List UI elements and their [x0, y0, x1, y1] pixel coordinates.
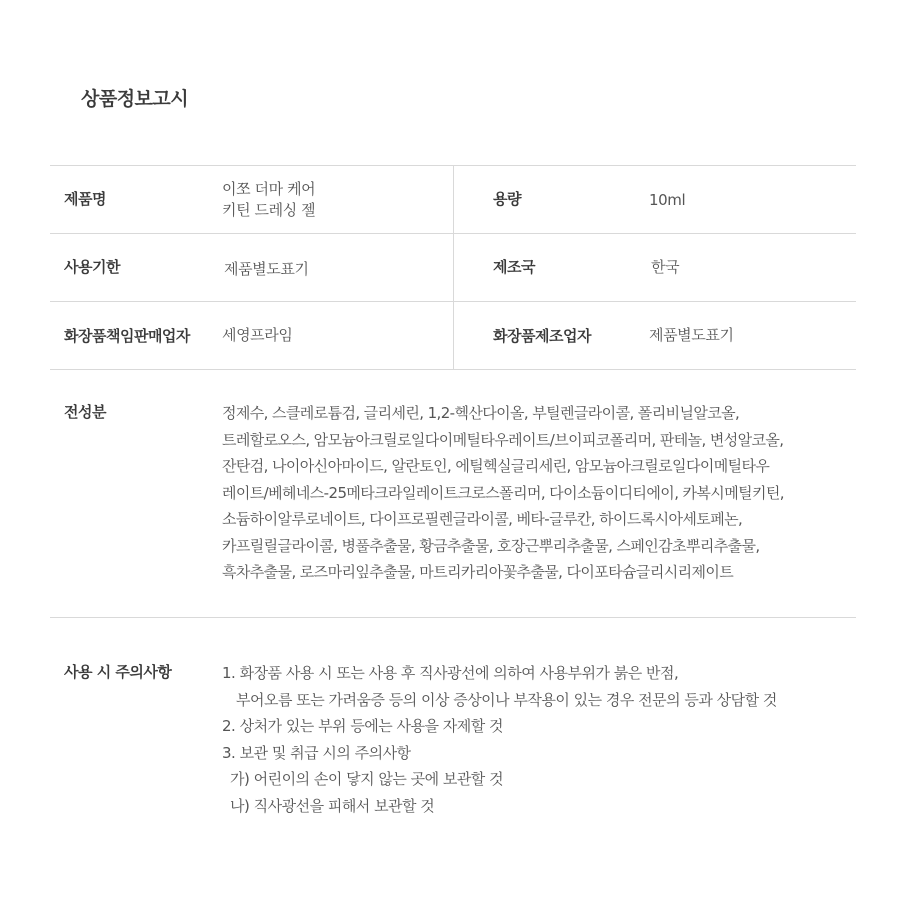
product-name-line-1: 이쪼 더마 케어 — [222, 180, 316, 198]
ingredients-label: 전성분 — [64, 403, 106, 421]
caution-item: 1. 화장품 사용 시 또는 사용 후 직사광선에 의하여 사용부위가 붉은 반점, — [222, 664, 679, 682]
expiry-value: 제품별도표기 — [224, 260, 309, 278]
caution-subitem: 나) 직사광선을 피해서 보관할 것 — [230, 796, 435, 815]
ingredients-list — [222, 400, 784, 586]
cautions-list — [222, 660, 777, 819]
ingredients-line: 카프릴릴글라이콜, 병풀추출물, 황금추출물, 호장근뿌리추출물, 스페인감초뿌리추출물, — [222, 536, 760, 555]
cautions-label: 사용 시 주의사항 — [64, 663, 172, 681]
distributor-label: 화장품책임판매업자 — [64, 327, 190, 345]
distributor-value: 세영프라임 — [222, 326, 293, 344]
product-name-line-2: 키틴 드레싱 젤 — [222, 201, 316, 219]
ingredients-line: 잔탄검, 나이아신아마이드, 알란토인, 에틸헥실글리세린, 암모늄아크릴로일다이메틸타우 — [222, 457, 770, 475]
manufacturer-value: 제품별도표기 — [649, 326, 734, 344]
ingredients-line: 트레할로오스, 암모늄아크릴로일다이메틸타우레이트/브이피코폴리머, 판테놀, 변성알코올, — [222, 430, 784, 449]
page-title: 상품정보고시 — [81, 88, 189, 110]
country-value: 한국 — [651, 258, 680, 276]
product-name-value — [222, 179, 315, 221]
ingredients-line: 정제수, 스클레로튬검, 글리세린, 1,2-헥산다이올, 부틸렌글라이콜, 폴리비닐알코올, — [222, 404, 740, 422]
manufacturer-label: 화장품제조업자 — [493, 327, 591, 345]
volume-label: 용량 — [493, 190, 521, 208]
ingredients-line: 레이트/베헤네스-25메타크라일레이트크로스폴리머, 다이소듐이디티에이, 카복시메틸키틴, — [222, 483, 784, 502]
column-divider — [453, 166, 454, 370]
row-divider — [50, 617, 856, 618]
caution-item: 3. 보관 및 취급 시의 주의사항 — [222, 743, 411, 762]
country-label: 제조국 — [493, 258, 535, 276]
caution-item-continuation: 부어오름 또는 가려움증 등의 이상 증상이나 부작용이 있는 경우 전문의 등과 상담할 것 — [236, 690, 777, 709]
product-name-label: 제품명 — [64, 190, 106, 208]
ingredients-line: 흑차추출물, 로즈마리잎추출물, 마트리카리아꽃추출물, 다이포타슘글리시리제이트 — [222, 563, 734, 581]
ingredients-line: 소듐하이알루로네이트, 다이프로필렌글라이콜, 베타-글루칸, 하이드록시아세토페논, — [222, 510, 743, 528]
expiry-label: 사용기한 — [64, 258, 120, 276]
volume-value: 10ml — [649, 191, 686, 209]
caution-item: 2. 상처가 있는 부위 등에는 사용을 자제할 것 — [222, 717, 504, 735]
caution-subitem: 가) 어린이의 손이 닿지 않는 곳에 보관할 것 — [230, 770, 504, 788]
